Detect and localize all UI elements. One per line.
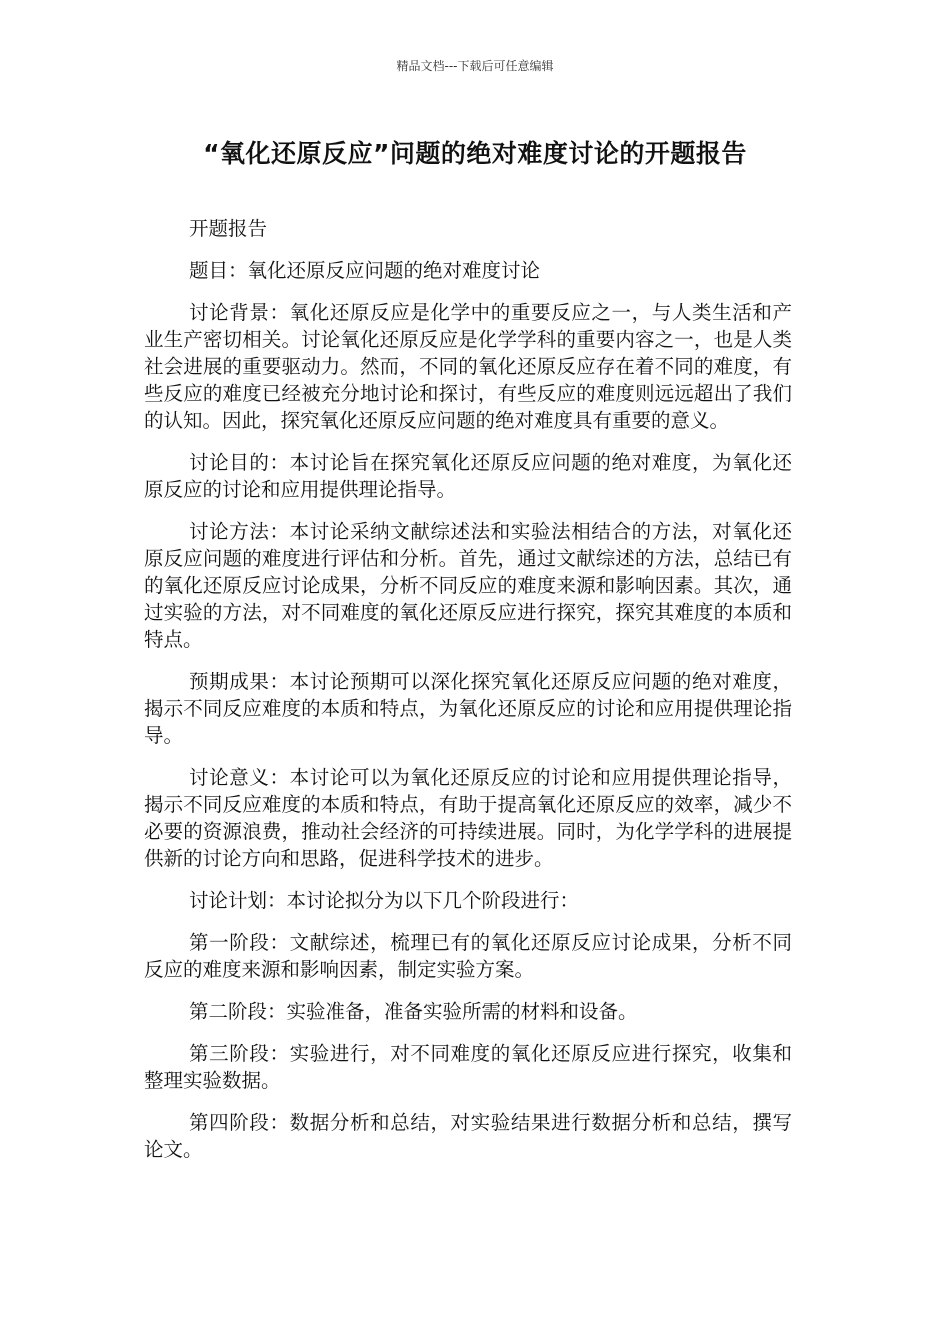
document-body xyxy=(144,215,792,1178)
document-title: “氧化还原反应”问题的绝对难度讨论的开题报告 xyxy=(203,139,747,168)
paragraph-stage-4: 第四阶段：数据分析和总结，对实验结果进行数据分析和总结，撰写论文。 xyxy=(144,1111,792,1161)
paragraph-report-label: 开题报告 xyxy=(189,217,268,240)
paragraph-stage-3: 第三阶段：实验进行，对不同难度的氧化还原反应进行探究，收集和整理实验数据。 xyxy=(144,1042,792,1092)
paragraph-method: 讨论方法：本讨论采纳文献综述法和实验法相结合的方法，对氧化还原反应问题的难度进行评估和分析。首先，通过文献综述的方法，总结已有的氧化还原反应讨论成果，分析不同反应的难度来源和影响因素。其次，通过实验的方法，对不同难度的氧化还原反应进行探究，探究其难度的本质和特点。 xyxy=(144,520,792,651)
page-header: 精品文档---下载后可任意编辑 xyxy=(396,59,554,73)
paragraph-stage-2: 第二阶段：实验准备，准备实验所需的材料和设备。 xyxy=(189,1000,638,1023)
paragraph-significance: 讨论意义：本讨论可以为氧化还原反应的讨论和应用提供理论指导，揭示不同反应难度的本质和特点，有助于提高氧化还原反应的效率，减少不必要的资源浪费，推动社会经济的可持续进展。同时，为化学学科的进展提供新的讨论方向和思路，促进科学技术的进步。 xyxy=(144,766,792,870)
paragraph-stage-1: 第一阶段：文献综述，梳理已有的氧化还原反应讨论成果，分析不同反应的难度来源和影响因素，制定实验方案。 xyxy=(144,931,792,981)
paragraph-plan: 讨论计划：本讨论拟分为以下几个阶段进行： xyxy=(189,889,580,912)
paragraph-expected-results: 预期成果：本讨论预期可以深化探究氧化还原反应问题的绝对难度，揭示不同反应难度的本质和特点，为氧化还原反应的讨论和应用提供理论指导。 xyxy=(144,670,792,747)
paragraph-background: 讨论背景：氧化还原反应是化学中的重要反应之一，与人类生活和产业生产密切相关。讨论氧化还原反应是化学学科的重要内容之一，也是人类社会进展的重要驱动力。然而，不同的氧化还原反应存在着不同的难度，有些反应的难度已经被充分地讨论和探讨，有些反应的难度则远远超出了我们的认知。因此，探究氧化还原反应问题的绝对难度具有重要的意义。 xyxy=(144,301,792,432)
paragraph-purpose: 讨论目的：本讨论旨在探究氧化还原反应问题的绝对难度，为氧化还原反应的讨论和应用提供理论指导。 xyxy=(144,451,792,501)
paragraph-topic: 题目：氧化还原反应问题的绝对难度讨论 xyxy=(189,259,541,282)
